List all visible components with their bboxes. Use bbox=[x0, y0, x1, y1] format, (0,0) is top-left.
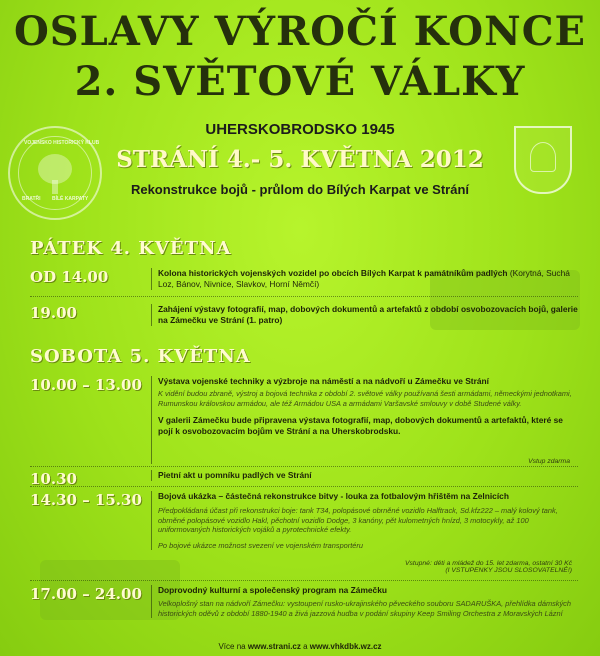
event-title bbox=[158, 268, 578, 290]
event-dates: STRÁNÍ 4.- 5. KVĚTNA 2012 bbox=[116, 146, 484, 173]
day-heading-saturday: SOBOTA 5. KVĚTNA bbox=[30, 346, 251, 367]
footer bbox=[0, 642, 600, 651]
crest-emblem bbox=[530, 142, 556, 172]
tagline: Rekonstrukce bojů - průlom do Bílých Karpat ve Strání bbox=[130, 182, 470, 197]
divider bbox=[30, 296, 578, 297]
event-description bbox=[151, 470, 578, 481]
event-time: 10.30 bbox=[30, 470, 77, 488]
event-note: K vidění budou zbraně, výstroj a bojová technika z období 2. světové války používaná šesti armádami, německými jednotkami, Rumunskou královskou armádou, ale též Armádou USA a armádami Varšavské smlouvy v době Studené války. bbox=[158, 389, 572, 408]
event-title-bold: Kolona historických vojenských vozidel po obcích Bílých Karpat k památníkům padlých bbox=[158, 268, 508, 278]
event-time: OD 14.00 bbox=[30, 268, 109, 286]
day-heading-friday: PÁTEK 4. KVĚTNA bbox=[30, 238, 232, 259]
event-title: Pietní akt u pomníku padlých ve Strání bbox=[158, 470, 312, 480]
event-description bbox=[151, 304, 578, 326]
subtitle: UHERSKOBRODSKO 1945 bbox=[205, 121, 395, 138]
event-time: 14.30 – 15.30 bbox=[30, 491, 142, 509]
event-title-secondary: V galerii Zámečku bude připravena výstava fotografií, map, dobových dokumentů a artefaktů, které se pojí k osvobozovacím bojům ve Strání a na Uherskobrodsku. bbox=[158, 415, 563, 437]
event-description bbox=[151, 585, 578, 618]
divider bbox=[30, 580, 578, 581]
event-title: Zahájení výstavy fotografií, map, dobových dokumentů a artefaktů z období osvobozovacích bojů, galerie na Zámečku ve Strání (1. patro) bbox=[158, 304, 578, 325]
event-description bbox=[151, 268, 578, 290]
event-note: Předpokládaná účast při rekonstrukci boje: tank T34, polopásové obrněné vozidlo Halftrack, Sd.kfz222 – malý kolový tank, obrněné polopásové vozidlo Hakl, pěchotní vozidlo Dodge, 3 kanóny, pět kulometných hnízd, 3 motocykly, až 100 uniformovaných historických vojáků a pyrotechnické efekty. bbox=[158, 506, 558, 535]
divider bbox=[30, 486, 578, 487]
event-description bbox=[151, 376, 578, 464]
town-crest-icon bbox=[514, 126, 572, 194]
event-time: 10.00 – 13.00 bbox=[30, 376, 142, 394]
admission-note: Vstup zdarma bbox=[528, 458, 570, 465]
club-seal-logo bbox=[8, 126, 102, 220]
event-time: 17.00 – 24.00 bbox=[30, 585, 142, 603]
event-title: Bojová ukázka – částečná rekonstrukce bitvy - louka za fotbalovým hřištěm na Zelnicích bbox=[158, 491, 509, 501]
divider bbox=[30, 466, 578, 467]
admission-price: Vstupné: děti a mládež do 15. let zdarma, ostatní 30 Kč bbox=[405, 560, 572, 567]
event-title: Doprovodný kulturní a společenský program na Zámečku bbox=[158, 585, 387, 595]
event-note: Velkoplošný stan na nádvoří Zámečku: vystoupení rusko-ukrajinského pěveckého souboru SADARUŠKA, přehlídka dámských historických oděvů z období 1880-1940 a živá jazzová hudba v podání skupiny Keep Smiling Orchestra z Moravských Lázní bbox=[158, 599, 571, 618]
footer-link-strani[interactable]: www.strani.cz bbox=[247, 642, 301, 651]
footer-link-vhkdbk[interactable]: www.vhkdbk.wz.cz bbox=[309, 642, 382, 651]
admission-note bbox=[360, 560, 572, 574]
title-line-1: OSLAVY VÝROČÍ KONCE bbox=[13, 8, 587, 55]
footer-prefix: Více na bbox=[218, 642, 248, 651]
event-note-secondary: Po bojové ukázce možnost svezení ve vojenském transportéru bbox=[158, 540, 363, 550]
seal-text-right: BÍLÉ KARPATY bbox=[52, 196, 89, 202]
event-time: 19.00 bbox=[30, 304, 77, 322]
event-title: Výstava vojenské techniky a výzbroje na náměstí a na nádvoří u Zámečku ve Strání bbox=[158, 376, 489, 386]
tree-trunk bbox=[52, 180, 58, 194]
seal-text-top: VOJENSKO HISTORICKÝ KLUB bbox=[24, 140, 100, 146]
event-title-places: (Korytná, Suchá Loz, Bánov, Nivnice, Slavkov, Horní Němčí) bbox=[158, 268, 570, 289]
title-line-2: 2. SVĚTOVÉ VÁLKY bbox=[74, 58, 526, 105]
footer-conjunction: a bbox=[300, 642, 310, 651]
admission-lottery: (I VSTUPENKY JSOU SLOSOVATELNÉ!) bbox=[445, 567, 572, 574]
event-description bbox=[151, 491, 578, 550]
seal-text-left: BRATŘI bbox=[22, 196, 41, 202]
